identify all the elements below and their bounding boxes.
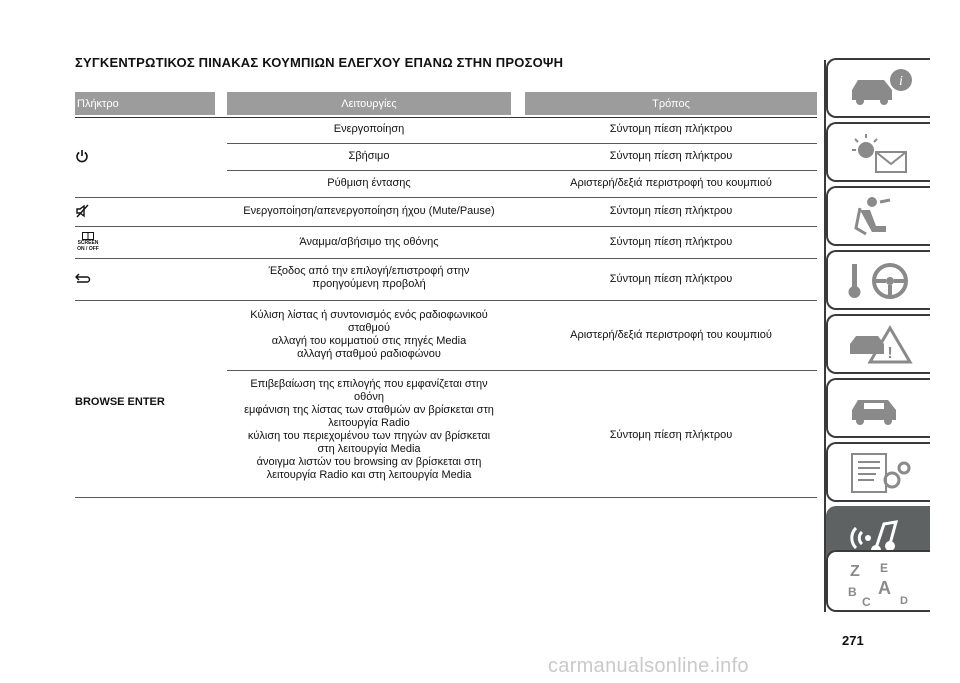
screen-mode: Σύντομη πίεση πλήκτρου [609, 236, 733, 248]
seat-airbag-icon [846, 194, 916, 240]
svg-text:E: E [880, 561, 889, 575]
screen-function: Άναμμα/σβήσιμο της οθόνης [299, 236, 439, 248]
svg-text:!: ! [887, 345, 893, 362]
row-divider [227, 170, 817, 171]
tab-warning-lights[interactable] [826, 122, 930, 182]
power-on-mode: Σύντομη πίεση πλήκτρου [609, 123, 733, 135]
back-function [227, 265, 511, 291]
tab-car-warning[interactable] [826, 314, 930, 374]
car-service-icon [846, 386, 916, 432]
row-divider [75, 300, 817, 301]
alphabet-index-icon [846, 558, 916, 608]
browse-enter-line: Επιβεβαίωση της επιλογής που εμφανίζεται στην [250, 378, 488, 390]
power-off-function: Σβήσιμο [348, 150, 390, 162]
warning-lights-mail-icon [846, 130, 916, 176]
tab-alphabet-index[interactable] [826, 550, 930, 612]
power-off-mode: Σύντομη πίεση πλήκτρου [609, 150, 733, 162]
back-arrow-icon [75, 272, 91, 284]
back-mode: Σύντομη πίεση πλήκτρου [609, 273, 733, 285]
browse-enter-key: BROWSE ENTER [75, 396, 165, 408]
row-divider [75, 197, 817, 198]
svg-text:A: A [878, 578, 891, 598]
browse-scroll-line: αλλαγή του κομματιού στις πηγές Media [271, 335, 467, 347]
screen-onoff-icon [73, 232, 103, 252]
row-divider [75, 226, 817, 227]
car-warning-triangle-icon [846, 322, 916, 368]
volume-mode: Αριστερή/δεξιά περιστροφή του κουμπιού [570, 177, 772, 189]
svg-text:Z: Z [850, 563, 860, 580]
key-steering-wheel-icon [846, 258, 916, 304]
svg-text:i: i [899, 74, 903, 89]
browse-scroll-line: σταθμού [348, 322, 390, 334]
tab-document-gears[interactable] [826, 442, 930, 502]
mute-icon [75, 204, 90, 218]
header-mode: Τρόπος [525, 92, 817, 115]
browse-enter-line: στη λειτουργία Media [317, 443, 421, 455]
power-icon [75, 149, 89, 163]
tab-seat-airbag[interactable] [826, 186, 930, 246]
header-key: Πλήκτρο [75, 92, 215, 115]
browse-enter-line: λειτουργία Radio [328, 417, 410, 429]
back-function-line: προηγούμενη προβολή [312, 278, 426, 290]
browse-enter-line: κύλιση του περιεχομένου των πηγών αν βρίσκεται [247, 430, 491, 442]
browse-enter-line: άνοιγμα λιστών του browsing αν βρίσκεται στη [256, 456, 482, 468]
tab-key-steering[interactable] [826, 250, 930, 310]
svg-text:C: C [862, 595, 871, 608]
svg-text:D: D [900, 595, 908, 607]
browse-enter-mode: Σύντομη πίεση πλήκτρου [609, 429, 733, 441]
watermark: carmanualsonline.info [548, 655, 749, 677]
mute-mode: Σύντομη πίεση πλήκτρου [609, 205, 733, 217]
power-on-function: Ενεργοποίηση [333, 123, 405, 135]
mute-function: Ενεργοποίηση/απενεργοποίηση ήχου (Mute/Pause) [243, 205, 495, 217]
row-divider [75, 258, 817, 259]
browse-scroll-line: Κύλιση λίστας ή συντονισμός ενός ραδιοφωνικού [250, 309, 488, 321]
page-title: ΣΥΓΚΕΝΤΡΩΤΙΚΟΣ ΠΙΝΑΚΑΣ ΚΟΥΜΠΙΩΝ ΕΛΕΓΧΟΥ ΕΠΑΝΩ ΣΤΗΝ ΠΡΟΣΟΨΗ [75, 55, 564, 70]
tab-car-info[interactable] [826, 58, 930, 118]
row-divider [75, 497, 817, 498]
browse-enter-line: οθόνη [354, 391, 384, 403]
row-divider [75, 117, 817, 118]
tab-car-service[interactable] [826, 378, 930, 438]
browse-enter-line: λειτουργία Radio και στη λειτουργία Media [266, 469, 472, 481]
browse-scroll-function [227, 309, 511, 361]
car-info-icon [846, 66, 916, 112]
browse-scroll-mode: Αριστερή/δεξιά περιστροφή του κουμπιού [570, 329, 772, 341]
row-divider [227, 143, 817, 144]
browse-scroll-line: αλλαγή σταθμού ραδιοφώνου [297, 348, 441, 360]
document-gears-icon [846, 450, 916, 496]
volume-function: Ρύθμιση έντασης [327, 177, 411, 189]
browse-enter-line: εμφάνιση της λίστας των σταθμών αν βρίσκεται στη [244, 404, 494, 416]
screen-key-sublabel: ON / OFF [77, 246, 99, 252]
header-function: Λειτουργίες [227, 92, 511, 115]
back-function-line: Έξοδος από την επιλογή/επιστροφή στην [268, 265, 470, 277]
browse-enter-function [227, 378, 511, 482]
svg-text:B: B [848, 585, 857, 599]
page-number: 271 [842, 633, 864, 648]
row-divider [227, 370, 817, 371]
screen-key-label: SCREEN [77, 240, 99, 246]
